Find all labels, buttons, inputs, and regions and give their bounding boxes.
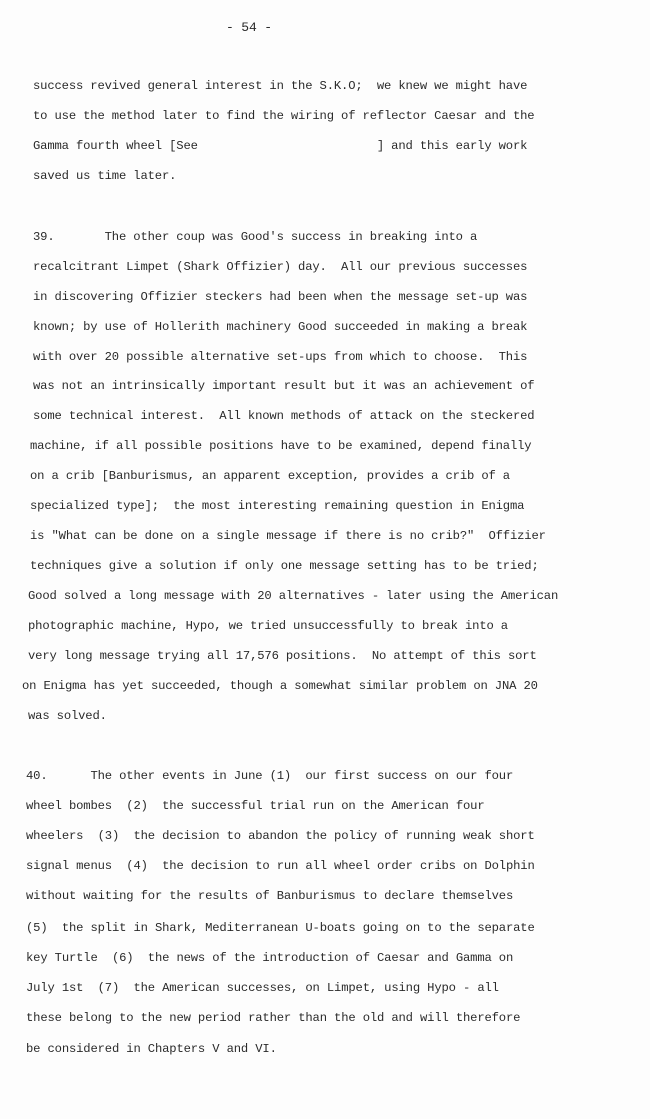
text-line: success revived general interest in the S.K.O; we knew we might have (33, 79, 528, 93)
text-line: is "What can be done on a single message if there is no crib?" Offizier (30, 529, 546, 543)
text-line: techniques give a solution if only one message setting has to be tried; (30, 559, 539, 573)
text-line: some technical interest. All known methods of attack on the steckered (33, 409, 535, 423)
text-line: without waiting for the results of Banburismus to declare themselves (26, 889, 514, 903)
text-line: signal menus (4) the decision to run all wheel order cribs on Dolphin (26, 859, 535, 873)
text-line: Good solved a long message with 20 alternatives - later using the American (28, 589, 559, 603)
text-line: specialized type]; the most interesting remaining question in Enigma (30, 499, 525, 513)
text-line: key Turtle (6) the news of the introduction of Caesar and Gamma on (26, 951, 514, 965)
text-line: July 1st (7) the American successes, on Limpet, using Hypo - all (26, 981, 499, 995)
text-line: machine, if all possible positions have to be examined, depend finally (30, 439, 532, 453)
paragraph-40-heading-line: 40. The other events in June (1) our first success on our four (26, 769, 514, 783)
text-line: to use the method later to find the wiring of reflector Caesar and the (33, 109, 535, 123)
text-line: known; by use of Hollerith machinery Good succeeded in making a break (33, 320, 528, 334)
text-line: (5) the split in Shark, Mediterranean U-boats going on to the separate (26, 921, 535, 935)
text-line: on Enigma has yet succeeded, though a somewhat similar problem on JNA 20 (22, 679, 538, 693)
text-line: photographic machine, Hypo, we tried unsuccessfully to break into a (28, 619, 508, 633)
text-line: saved us time later. (33, 169, 177, 183)
text-line: was not an intrinsically important result but it was an achievement of (33, 379, 535, 393)
text-line: in discovering Offizier steckers had been when the message set-up was (33, 290, 528, 304)
paragraph-39-heading-line: 39. The other coup was Good's success in breaking into a (33, 230, 478, 244)
text-line: wheel bombes (2) the successful trial run on the American four (26, 799, 485, 813)
text-line: on a crib [Banburismus, an apparent exception, provides a crib of a (30, 469, 510, 483)
text-line: very long message trying all 17,576 positions. No attempt of this sort (28, 649, 537, 663)
text-line: be considered in Chapters V and VI. (26, 1042, 277, 1056)
text-line: these belong to the new period rather than the old and will therefore (26, 1011, 521, 1025)
text-line: recalcitrant Limpet (Shark Offizier) day. All our previous successes (33, 260, 528, 274)
text-line: was solved. (28, 709, 107, 723)
page-number: - 54 - (226, 20, 272, 35)
text-line: wheelers (3) the decision to abandon the policy of running weak short (26, 829, 535, 843)
text-line: Gamma fourth wheel [See ] and this early work (33, 139, 528, 153)
text-line: with over 20 possible alternative set-ups from which to choose. This (33, 350, 528, 364)
